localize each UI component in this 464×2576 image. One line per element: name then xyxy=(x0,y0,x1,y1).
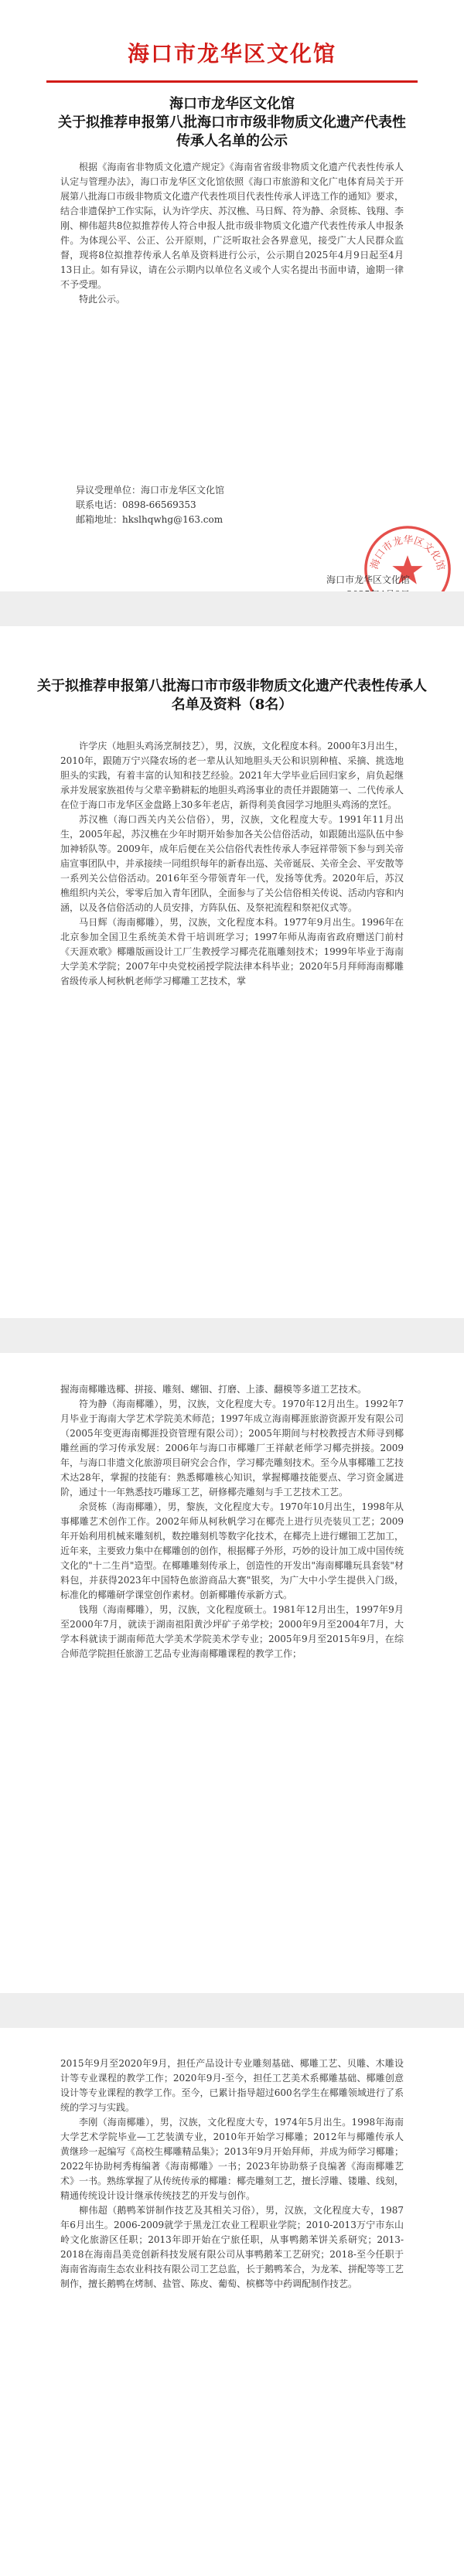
header-banner xyxy=(0,0,464,89)
candidate-list-part1 xyxy=(60,739,404,989)
header-divider xyxy=(46,80,418,83)
candidate-paragraph: 马日辉（海南椰雕），男，汉族，文化程度本科。1977年9月出生。1996年在北京参加全国卫生系统美术骨干培训班学习；1997年师从海南省政府赠送门前村《天涯欢歌》椰雕版画设计工厂生教授学习椰壳花瓶雕刻技术；1999年毕业于海南大学美术学院；2007年中央党校函授学院法律本科毕业；2020年5月拜师海南椰雕省级传承人柯秋帆老师学习椰雕工艺技术，掌 xyxy=(60,917,404,986)
candidate-list-part2 xyxy=(60,1382,404,1661)
announcement-body xyxy=(60,160,404,307)
candidate-paragraph: 握海南椰雕选椰、拼接、雕刻、螺钿、打磨、上漆、翻模等多道工艺技术。 xyxy=(60,1384,367,1395)
announcement-section xyxy=(0,89,464,591)
svg-text:海口市龙华区文化馆: 海口市龙华区文化馆 xyxy=(368,534,447,572)
objection-unit: 异议受理单位：海口市龙华区文化馆 xyxy=(76,485,225,496)
page-separator xyxy=(0,1993,464,2028)
candidate-paragraph: 余贤栋（海南椰雕），男，黎族，文化程度大专。1970年10月出生，1998年从事椰雕艺术创作工作。2002年师从柯秋帆学习在椰壳上进行贝壳装贝工艺；2009年开始利用机械来雕刻机，数控雕刻机等数字化技术，在椰壳上进行螺钿工艺加工，近年来，主要致力集中在椰雕创的创作，根据椰子外形，巧妙的设计加工成中国传统文化的"十二生肖"造型。在椰雕雕刻传承上，创造性的开发出"海南椰雕玩具套装"材料包，并获得2023年中国特色旅游商品大赛"银奖，为广大中小学生提供入门级，标准化的椰雕研学课堂创作素材。创新椰雕传承新方式。 xyxy=(60,1501,404,1600)
announcement-title: 关于拟推荐申报第八批海口市市级非物质文化遗产代表性传承人名单的公示 xyxy=(58,114,406,149)
signature-org: 海口市龙华区文化馆 xyxy=(326,574,410,585)
contact-phone: 联系电话：0898-66569353 xyxy=(76,499,196,510)
candidate-paragraph: 2015年9月至2020年9月，担任产品设计专业雕刻基础、椰雕工艺、贝雕、木雕设计等专业课程的教学工作；2020年9月-至今，担任工艺美术系椰雕基础、椰雕创意设计等专业课程的教学工作。至今，已累计指导超过600名学生在椰雕领域进行了系统的学习与实践。 xyxy=(60,2058,404,2113)
candidate-paragraph: 苏汉樵（海口西关内关公信俗），男，汉族，文化程度大专。1991年11月出生，2005年起，苏汉樵在少年时期开始参加各关公信俗活动，如跟随出巡队伍中参加神轿队等。2009年，成年后便在关公信俗代表性传承人李冠祥带领下参与到关帝庙宣事团队中，并承接续一同组织每年的新春出巡、关帝诞辰、关帝全会、平安散等一系列关公信俗活动。2016年至今带领青年一代，发扬等优秀。2020年后，苏汉樵组织内关公，零零后加入青年团队，全面参与了关公信俗相关传说、活动内容和内涵，以及各信俗活动的人员安排，方阵队伍、及祭祀流程和祭祀仪式等。 xyxy=(60,814,404,913)
section2-title: 关于拟推荐申报第八批海口市市级非物质文化遗产代表性传承人名单及资料（8名） xyxy=(37,678,427,713)
candidate-paragraph: 符为静（海南椰雕），男，汉族，文化程度大专。1970年12月出生。1992年7月毕业于海南大学艺术学院美术师范；1997年成立海南椰涯旅游资源开发有限公司（2005年变更海南椰涯投资管理有限公司）；2005年期间与村校教授吉术师寻到椰雕丝画的学习传承发展：2006年与海口市椰雕厂王祥献老师学习椰壳拼接。2009年，与海口非遗文化旅游项目研究会合作，学习椰壳雕刻技术。至今从事椰雕工艺技术达28年，掌握的技能有：熟悉椰雕核心知识，掌握椰雕技能要点、学习资金属进阶，通过十一年熟悉技巧雕琢工艺，研修椰壳雕刻与手工艺技术工艺。 xyxy=(60,1399,404,1498)
announcement-paragraph: 特此公示。 xyxy=(79,294,126,305)
announcement-heading xyxy=(31,95,433,151)
header-title: 海口市龙华区文化馆 xyxy=(127,41,336,66)
page-separator xyxy=(0,1318,464,1353)
candidate-paragraph: 钱翔（海南椰雕），男，汉族，文化程度硕士。1981年12月出生，1997年9月至2000年7月，就读于湖南祖阳黄沙坪矿子弟学校；2000年9月至2004年7月，大学本科就读于湖南师范大学美术学院美术学专业；2005年9月至2015年9月，在综合师范学院担任旅游工艺品专业海南椰雕课程的教学工作； xyxy=(60,1604,404,1659)
candidate-paragraph: 李刚（海南椰雕），男，汉族，文化程度大专，1974年5月出生。1998年海南大学艺术学院毕业—工艺装潢专业，2010年开始学习椰雕；2012年与椰雕传承人黄继珍一起编写《高校生椰雕精品集》；2013年9月开始拜师，并成为师学习椰雕；2022年协助柯秀梅编著《海南椰雕》一书；2023年协助蔡子良编著《海南椰雕艺术》一书。熟练掌握了从传统传承的椰雕：椰壳雕刻工艺，擅长浮雕、镂雕、线刻，精通传统设计设计继承传统技艺的开发与创作。 xyxy=(60,2117,404,2201)
candidate-paragraph: 柳伟超（鹅鸭苯饼制作技艺及其相关习俗），男，汉族，文化程度大专，1987年6月出生。2006-2009就学于黑龙江农业工程职业学院；2010-2013万宁市东山岭文化旅游区任职；2013年即开始在宁旅任职，从事鸭鹅苯饼关系研究；2013-2018在海南昌美竞创新科技发展有限公司从事鸭鹅苯工艺研究；2018-至今任职于海南省海南生态农业科技有限公司工艺总监，长于鹅鸭苯合，为龙苯、拼配等等工艺制作，擅长鹅鸭在烤制、盐管、陈皮、葡萄、槟榔等中药调配制作技艺。 xyxy=(60,2205,404,2289)
candidate-list-part3 xyxy=(60,2056,404,2291)
section-separator xyxy=(0,591,464,626)
announcement-org: 海口市龙华区文化馆 xyxy=(169,96,295,112)
contact-info xyxy=(76,483,224,527)
contact-email: 邮箱地址：hkslhqwhg@163.com xyxy=(76,514,223,525)
candidate-paragraph: 许学庆（地胆头鸡汤烹制技艺），男，汉族，文化程度本科。2000年3月出生，2010年，跟随万宁兴隆农场的老一辈从认知地胆头天公和识别种植、采摘、挑选地胆头的实践，有着丰富的认知和技艺经验。2021年大学毕业后回归家乡，肩负起继承并发展家族祖传与父辈辛勤耕耘的地胆头鸡汤事业的责任并跟随第一、二代传承人在位于海口市龙华区金盘路上30多年老店，新得利美食园学习地胆头鸡汤的烹饪。 xyxy=(60,741,404,810)
announcement-paragraph: 根据《海南省非物质文化遗产规定》《海南省省级非物质文化遗产代表性传承人认定与管理办法》，海口市龙华区文化馆依照《海口市旅游和文化广电体育局关于开展第八批海口市级非物质文化遗产代表性项目代表性传承人评选工作的通知》要求，结合非遗保护工作实际，认为许学庆、苏汉樵、马日辉、符为静、余贤栋、钱翔、李刚、柳伟超共8位拟推荐传人符合申报人批市级非物质文化遗产代表性传承人申报条件。为体现公平、公正、公开原则，广泛听取社会各界意见，接受广大人民群众监督，现将8位拟推荐传承人名单及资料进行公示，公示期自2025年4月9日起至4月13日止。如有异议，请在公示期内以单位名义或个人实名提出书面申请，逾期一律不予受理。 xyxy=(60,162,404,290)
